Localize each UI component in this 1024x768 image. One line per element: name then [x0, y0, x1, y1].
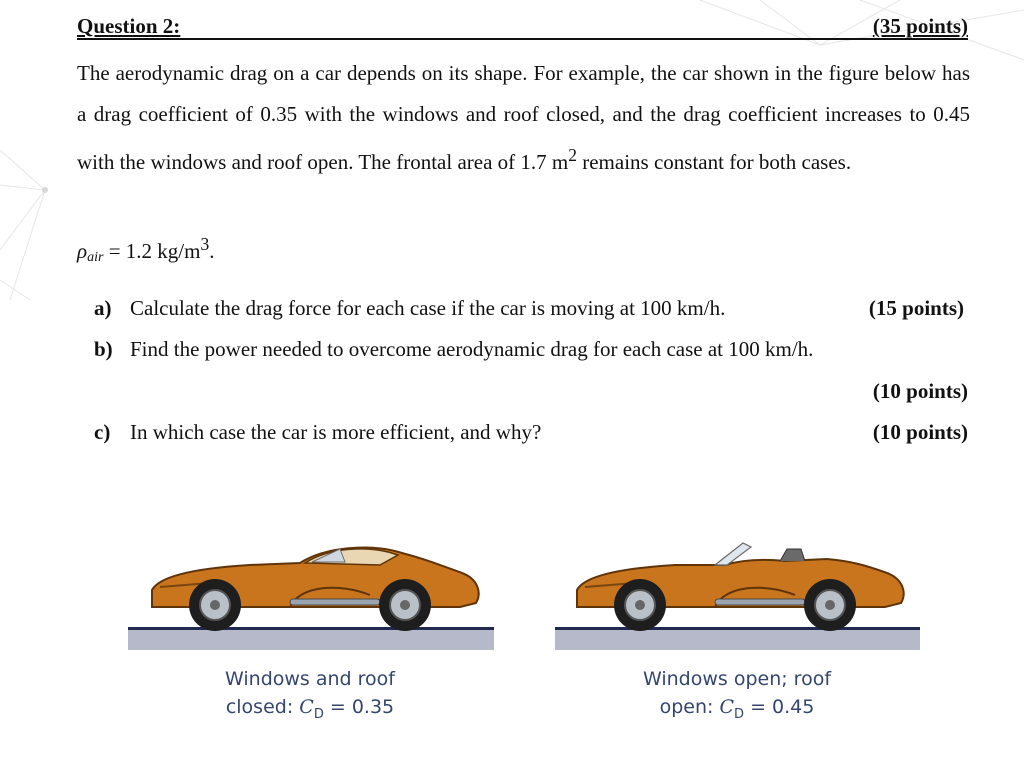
caption-open-prefix: open: [659, 696, 720, 718]
caption-open [607, 665, 867, 729]
part-c-label: c) [94, 420, 111, 444]
cd-subscript-closed: D [313, 706, 324, 722]
part-c [94, 420, 541, 445]
part-a-text: Calculate the drag force for each case if the car is moving at 100 km/h. [130, 296, 726, 320]
car-open-illustration [565, 535, 910, 635]
caption-open-line1: Windows open; roof [642, 668, 832, 690]
part-a-label: a) [94, 296, 112, 320]
cd-symbol-closed: C [299, 696, 314, 718]
air-density [77, 234, 214, 266]
part-b [94, 337, 813, 362]
rho-symbol: ρ [77, 239, 88, 263]
part-b-points: (10 points) [872, 379, 968, 403]
rho-exponent: 3 [200, 234, 210, 254]
caption-closed-line1: Windows and roof [225, 668, 395, 690]
part-b-text: Find the power needed to overcome aerodynamic drag for each case at 100 km/h. [130, 337, 814, 361]
part-c-text: In which case the car is more efficient, and why? [130, 420, 542, 444]
caption-open-line2 [607, 693, 867, 729]
cd-subscript-open: D [734, 706, 745, 722]
question-points: (35 points) [872, 14, 968, 38]
cd-value-closed: = 0.35 [323, 696, 395, 718]
caption-closed-line2 [180, 693, 440, 729]
car-closed-illustration [140, 535, 485, 635]
part-a-points: (15 points) [868, 296, 964, 320]
intro-superscript: 2 [568, 145, 577, 165]
intro-paragraph [77, 53, 970, 183]
question-title: Question 2: [77, 14, 181, 38]
cd-value-open: = 0.45 [744, 696, 815, 718]
question-header [77, 10, 968, 40]
intro-text-end: remains constant for both cases. [576, 150, 852, 174]
caption-closed-prefix: closed: [225, 696, 300, 718]
intro-text: The aerodynamic drag on a car depends on its shape. For example, the car shown in the figure below has a drag coefficient of 0.35 with the windows and roof closed, and the drag coefficient increases to 0.45 with the windows and roof open. The frontal area of 1.7 m [77, 61, 970, 174]
rho-end: . [209, 239, 215, 263]
rho-value: = 1.2 kg/m [103, 239, 201, 263]
part-a [94, 296, 725, 321]
cd-symbol-open: C [719, 696, 735, 718]
caption-closed [180, 665, 440, 729]
part-b-label: b) [94, 337, 113, 361]
part-c-points: (10 points) [872, 420, 968, 444]
rho-subscript: air [87, 250, 104, 265]
